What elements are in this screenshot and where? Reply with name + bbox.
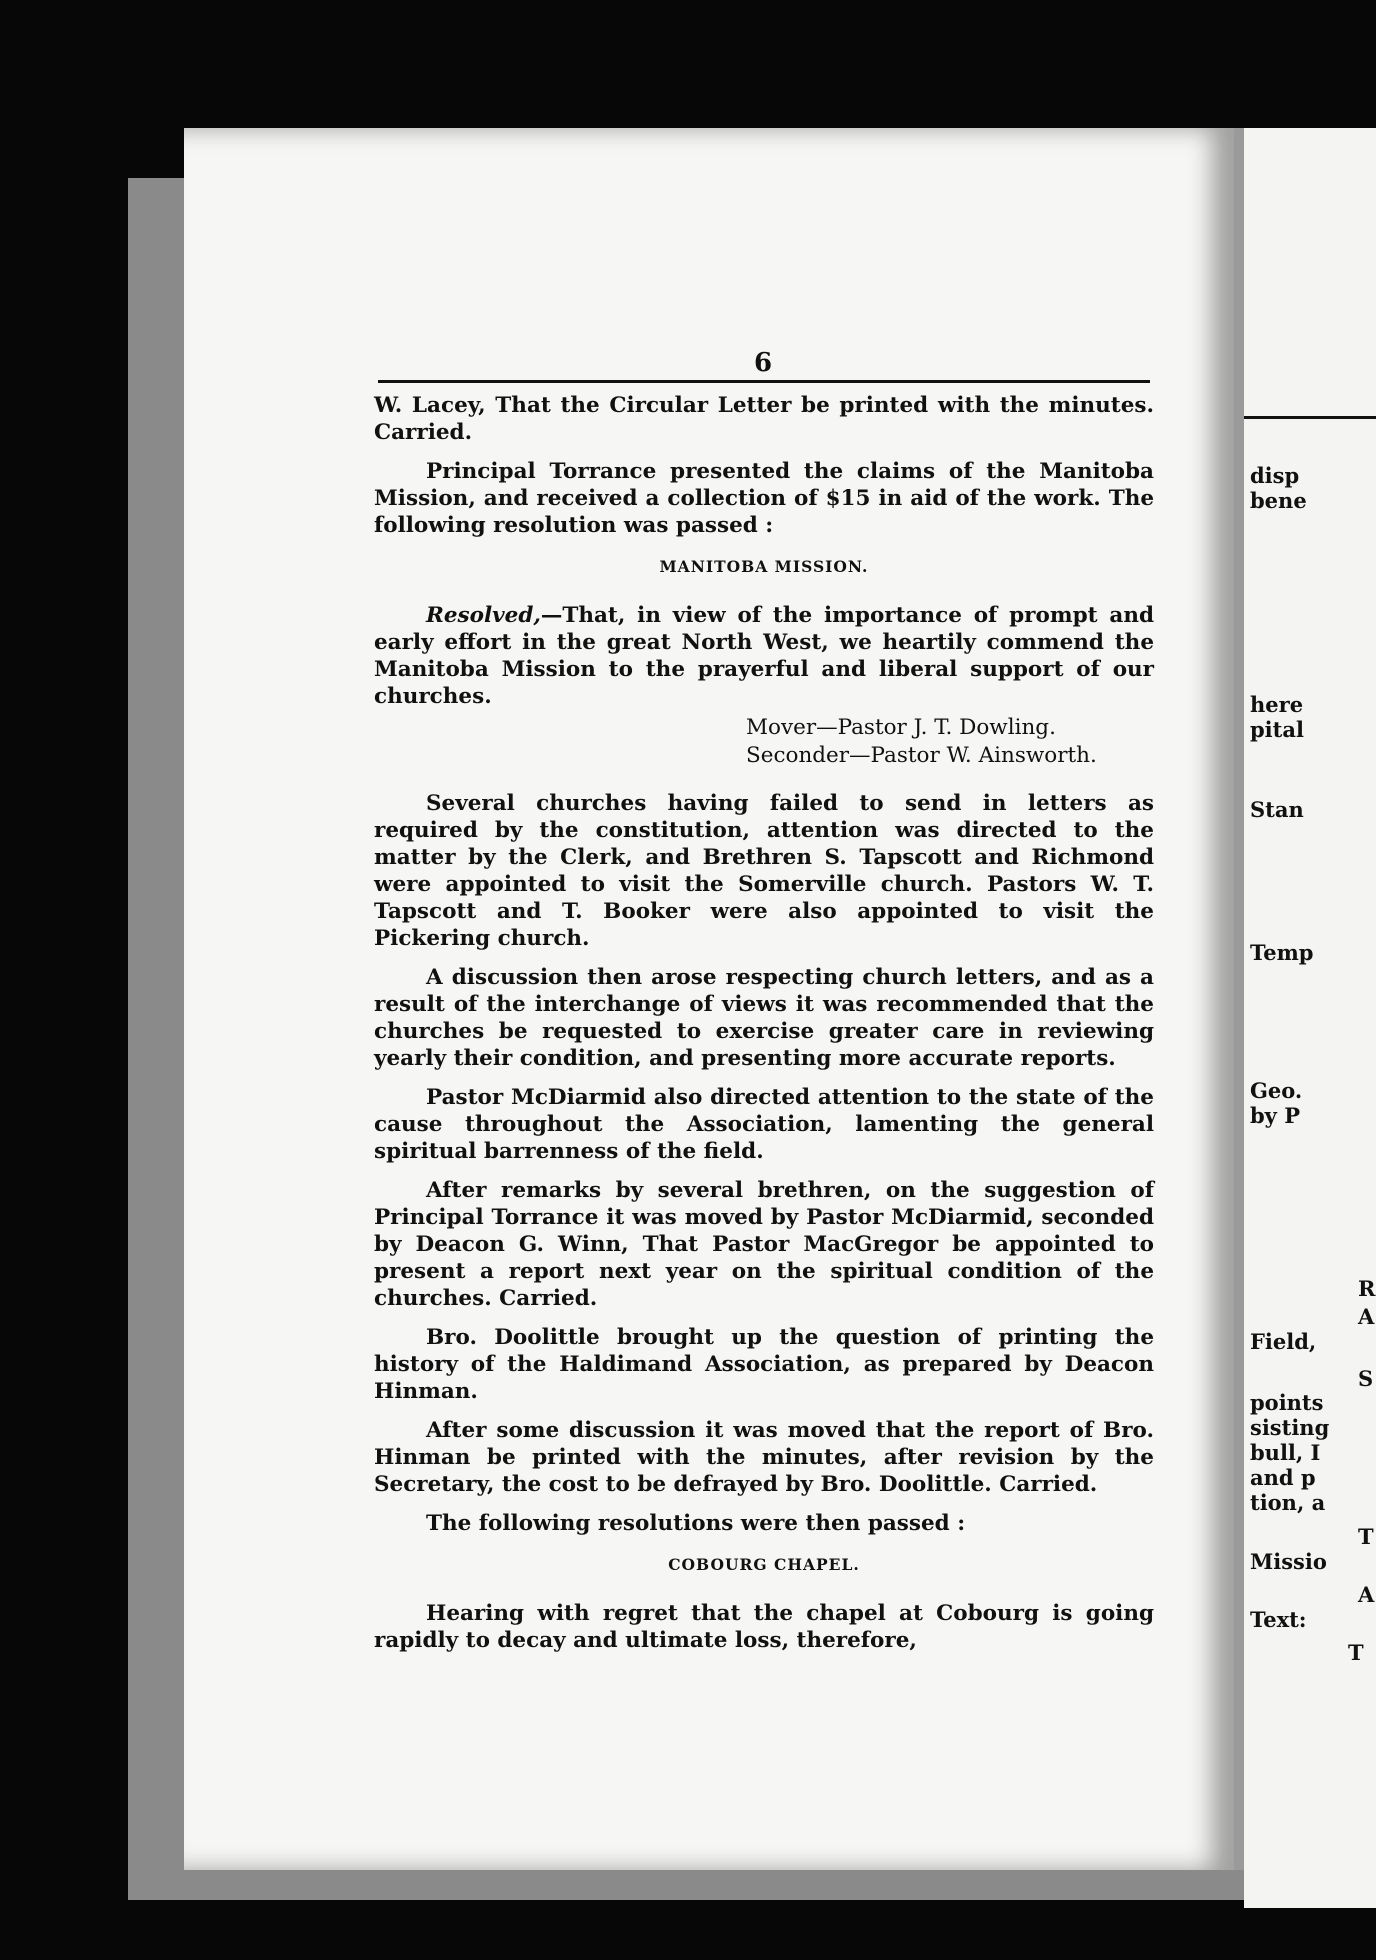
section-heading: MANITOBA MISSION.	[659, 557, 869, 576]
right-fragment: R	[1358, 1276, 1376, 1301]
page-number: 6	[754, 348, 773, 378]
right-fragment: Field,	[1250, 1329, 1317, 1354]
paragraph: The following resolutions were then passed :	[426, 1511, 966, 1536]
right-page-rule	[1244, 416, 1376, 419]
right-fragment: Temp	[1250, 940, 1314, 965]
right-fragment: A	[1358, 1582, 1375, 1607]
paragraph: A discussion then arose respecting church letters, and as a result of the interchange of views it was recommended that the churches be requested to exercise greater care in reviewing yearly their condition, and presenting more accurate reports.	[374, 965, 1154, 1071]
right-fragment: bene	[1250, 488, 1307, 513]
paragraph: W. Lacey, That the Circular Letter be printed with the minutes. Carried.	[374, 393, 1154, 445]
page-gutter	[1234, 128, 1244, 1870]
right-fragment: and p	[1250, 1465, 1316, 1490]
paragraph: Hearing with regret that the chapel at Cobourg is going rapidly to decay and ultimate loss, therefore,	[374, 1601, 1154, 1653]
right-fragment: Stan	[1250, 797, 1304, 822]
right-fragment: by P	[1250, 1103, 1300, 1128]
right-fragment: sisting	[1250, 1415, 1330, 1440]
resolution-paragraph	[374, 602, 1154, 710]
paragraph: Pastor McDiarmid also directed attention to the state of the cause throughout the Association, lamenting the general spiritual barrenness of the field.	[374, 1085, 1154, 1164]
right-fragment: tion, a	[1250, 1490, 1326, 1515]
resolution-text: —That, in view of the importance of prompt and early effort in the great North West, we heartily commend the Manitoba Mission to the prayerful and liberal support of our churches.	[374, 603, 1154, 709]
seconder-line: Seconder—Pastor W. Ainsworth.	[746, 743, 1097, 768]
right-fragment: Geo.	[1250, 1078, 1303, 1103]
right-fragment: Missio	[1250, 1549, 1327, 1574]
resolved-label: Resolved,	[426, 603, 541, 628]
right-fragment: points	[1250, 1390, 1324, 1415]
paragraph: Several churches having failed to send in letters as required by the constitution, attention was directed to the matter by the Clerk, and Brethren S. Tapscott and Richmond were appointed to visit the Somerville church. Pastors W. T. Tapscott and T. Booker were also appointed to visit the Pickering church.	[374, 791, 1154, 951]
right-page-edge	[1244, 128, 1376, 1908]
paragraph: Bro. Doolittle brought up the question of printing the history of the Haldimand Association, as prepared by Deacon Hinman.	[374, 1325, 1154, 1404]
right-fragment: A	[1358, 1304, 1375, 1329]
right-fragment: T	[1358, 1524, 1374, 1549]
paragraph: After some discussion it was moved that the report of Bro. Hinman be printed with the minutes, after revision by the Secretary, the cost to be defrayed by Bro. Doolittle. Carried.	[374, 1418, 1154, 1497]
right-fragment: S	[1358, 1366, 1374, 1391]
mover-line: Mover—Pastor J. T. Dowling.	[746, 715, 1056, 740]
paragraph: After remarks by several brethren, on the suggestion of Principal Torrance it was moved by Pastor McDiarmid, seconded by Deacon G. Winn, That Pastor MacGregor be appointed to present a report next year on the spiritual condition of the churches. Carried.	[374, 1178, 1154, 1311]
right-fragment: Text:	[1250, 1607, 1307, 1632]
right-fragment: bull, I	[1250, 1440, 1321, 1465]
right-fragment: here	[1250, 692, 1304, 717]
movers-block	[746, 714, 1154, 770]
right-fragment: T	[1348, 1640, 1364, 1665]
paragraph: Principal Torrance presented the claims of the Manitoba Mission, and received a collection of $15 in aid of the work. The following resolution was passed :	[374, 459, 1154, 538]
right-fragment: pital	[1250, 717, 1304, 742]
header-rule	[378, 380, 1150, 383]
section-heading: COBOURG CHAPEL.	[668, 1555, 860, 1574]
right-fragment: disp	[1250, 463, 1300, 488]
text-column	[374, 392, 1154, 1666]
